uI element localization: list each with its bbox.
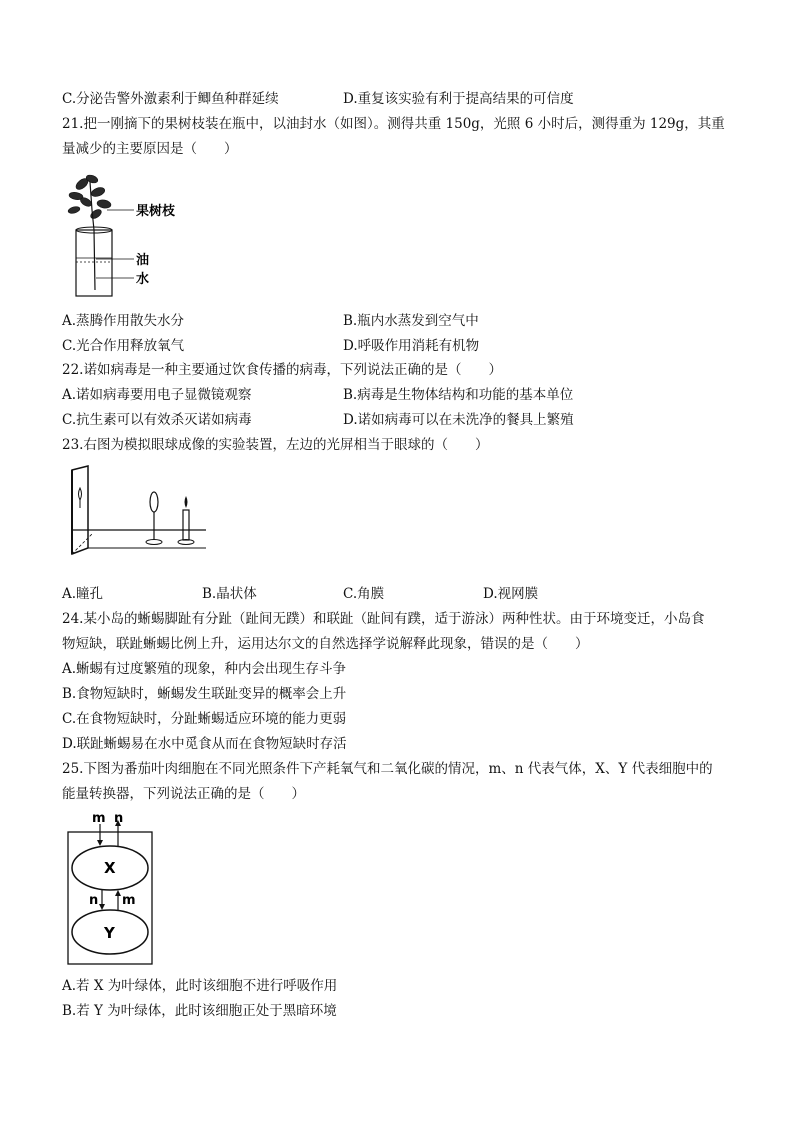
label-branch: 果树枝 <box>136 204 176 219</box>
q23-option-d: D.视网膜 <box>483 586 539 602</box>
q21-option-a: A.蒸腾作用散失水分 <box>62 313 185 329</box>
q24-option-b: B.食物短缺时，蜥蜴发生联趾变异的概率会上升 <box>62 686 347 702</box>
q21-stem-line-2: 量减少的主要原因是（ ） <box>62 141 238 157</box>
q24-option-c: C.在食物短缺时，分趾蜥蜴适应环境的能力更弱 <box>62 711 347 727</box>
label-y: Y <box>104 924 115 942</box>
q21-stem-line-1: 21.把一刚摘下的果树枝装在瓶中，以油封水（如图）。测得共重 150g，光照 6 小时后，测得重为 129g，其重 <box>62 116 725 132</box>
q25-option-a: A.若 X 为叶绿体，此时该细胞不进行呼吸作用 <box>62 978 338 994</box>
q23-eye-model-figure <box>62 464 208 560</box>
q21-branch-bottle-figure <box>62 170 192 305</box>
q23-option-a: A.瞳孔 <box>62 586 104 602</box>
q22-stem: 22.诺如病毒是一种主要通过饮食传播的病毒，下列说法正确的是（ ） <box>62 362 502 378</box>
q25-cell-organelle-figure <box>62 810 162 970</box>
q25-stem-line-1: 25.下图为番茄叶肉细胞在不同光照条件下产耗氧气和二氧化碳的情况，m、n 代表气体，X、Y 代表细胞中的 <box>62 761 713 777</box>
q24-option-d: D.联趾蜥蜴易在水中觅食从而在食物短缺时存活 <box>62 736 347 752</box>
q24-stem-line-2: 物短缺，联趾蜥蜴比例上升，运用达尔文的自然选择学说解释此现象，错误的是（ ） <box>62 636 589 652</box>
q21-option-d: D.呼吸作用消耗有机物 <box>343 338 480 354</box>
q22-option-b: B.病毒是生物体结构和功能的基本单位 <box>343 387 574 403</box>
label-oil: 油 <box>136 253 150 268</box>
label-m-mid: m <box>122 893 136 908</box>
q22-option-a: A.诺如病毒要用电子显微镜观察 <box>62 387 252 403</box>
q20-option-d: D.重复该实验有利于提高结果的可信度 <box>343 91 574 107</box>
q23-option-b: B.晶状体 <box>202 586 257 602</box>
label-water: 水 <box>136 272 150 287</box>
q22-option-d: D.诺如病毒可以在未洗净的餐具上繁殖 <box>343 412 574 428</box>
label-n-top: n <box>114 811 124 826</box>
q25-stem-line-2: 能量转换器，下列说法正确的是（ ） <box>62 786 305 802</box>
q23-option-c: C.角膜 <box>343 586 385 602</box>
label-n-mid: n <box>89 893 99 908</box>
q24-stem-line-1: 24.某小岛的蜥蜴脚趾有分趾（趾间无蹼）和联趾（趾间有蹼，适于游泳）两种性状。由于环境变迁，小岛食 <box>62 611 705 627</box>
label-x: X <box>104 859 116 877</box>
label-m-top: m <box>92 811 106 826</box>
q25-option-b: B.若 Y 为叶绿体，此时该细胞正处于黑暗环境 <box>62 1003 337 1019</box>
q21-option-b: B.瓶内水蒸发到空气中 <box>343 313 479 329</box>
q21-option-c: C.光合作用释放氧气 <box>62 338 185 354</box>
q20-option-c: C.分泌告警外激素利于鲫鱼种群延续 <box>62 91 279 107</box>
q22-option-c: C.抗生素可以有效杀灭诺如病毒 <box>62 412 252 428</box>
q24-option-a: A.蜥蜴有过度繁殖的现象，种内会出现生存斗争 <box>62 661 347 677</box>
q23-stem: 23.右图为模拟眼球成像的实验装置，左边的光屏相当于眼球的（ ） <box>62 437 489 453</box>
